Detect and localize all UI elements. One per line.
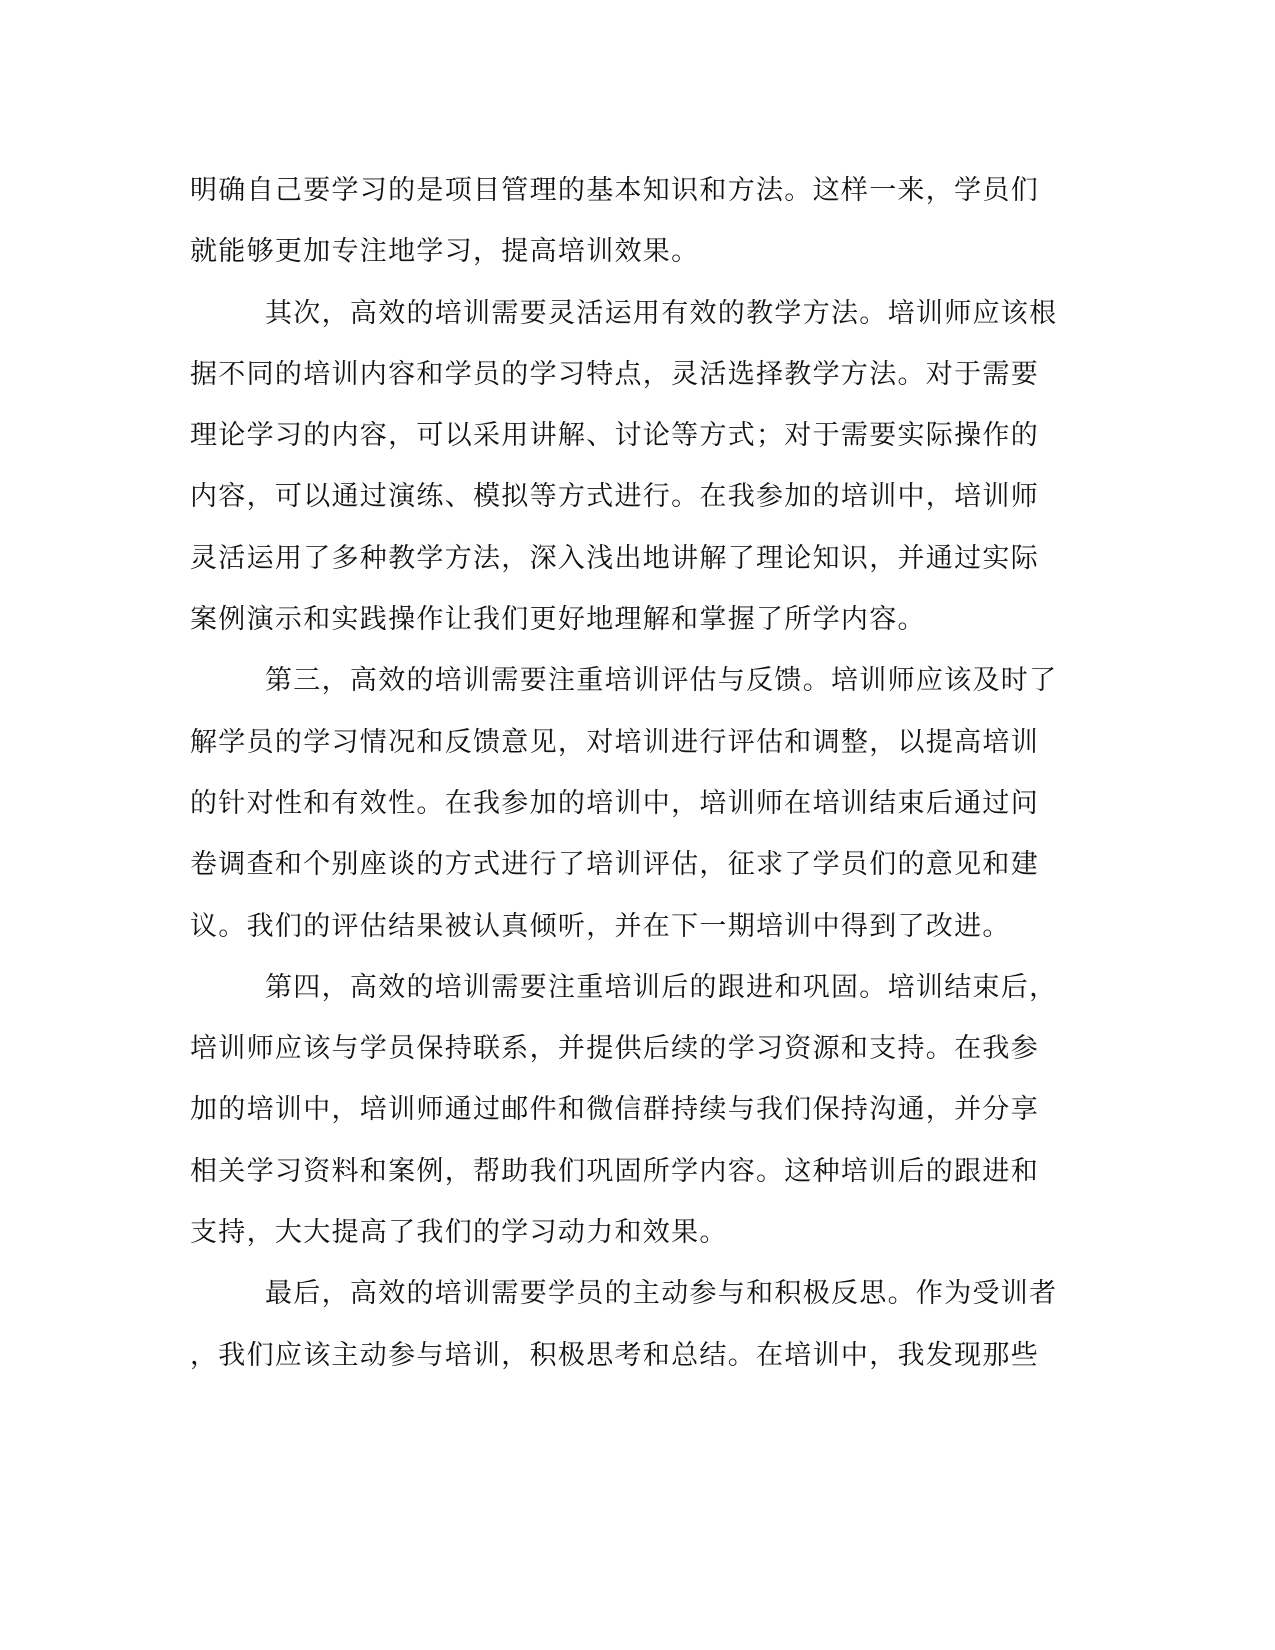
- text-line: 内容，可以通过演练、模拟等方式进行。在我参加的培训中，培训师: [190, 481, 1039, 513]
- text-line: 解学员的学习情况和反馈意见，对培训进行评估和调整，以提高培训: [190, 726, 1039, 758]
- text-line: 灵活运用了多种教学方法，深入浅出地讲解了理论知识，并通过实际: [190, 542, 1039, 574]
- text-line: 卷调查和个别座谈的方式进行了培训评估，征求了学员们的意见和建: [190, 849, 1039, 881]
- text-line: 据不同的培训内容和学员的学习特点，灵活选择教学方法。对于需要: [190, 358, 1039, 390]
- text-line: 培训师应该与学员保持联系，并提供后续的学习资源和支持。在我参: [190, 1033, 1039, 1065]
- text-line: 加的培训中，培训师通过邮件和微信群持续与我们保持沟通，并分享: [190, 1094, 1039, 1126]
- paragraph-start-line: 最后，高效的培训需要学员的主动参与和积极反思。作为受训者: [265, 1278, 1058, 1310]
- text-line: 案例演示和实践操作让我们更好地理解和掌握了所学内容。: [190, 604, 926, 636]
- text-line: 相关学习资料和案例，帮助我们巩固所学内容。这种培训后的跟进和: [190, 1155, 1039, 1187]
- paragraph-start-line: 其次，高效的培训需要灵活运用有效的教学方法。培训师应该根: [265, 297, 1058, 329]
- text-line: 议。我们的评估结果被认真倾听，并在下一期培训中得到了改进。: [190, 910, 1011, 942]
- text-line: 明确自己要学习的是项目管理的基本知识和方法。这样一来，学员们: [190, 175, 1039, 206]
- paragraph-start-line: 第三，高效的培训需要注重培训评估与反馈。培训师应该及时了: [265, 665, 1058, 697]
- text-line: 就能够更加专注地学习，提高培训效果。: [190, 236, 700, 268]
- text-line: 支持，大大提高了我们的学习动力和效果。: [190, 1217, 728, 1249]
- paragraph-start-line: 第四，高效的培训需要注重培训后的跟进和巩固。培训结束后，: [265, 971, 1058, 1003]
- text-line: ，我们应该主动参与培训，积极思考和总结。在培训中，我发现那些: [190, 1339, 1039, 1371]
- text-line: 的针对性和有效性。在我参加的培训中，培训师在培训结束后通过问: [190, 787, 1039, 819]
- document-body: [190, 160, 1080, 1386]
- text-line: 理论学习的内容，可以采用讲解、讨论等方式；对于需要实际操作的: [190, 420, 1039, 452]
